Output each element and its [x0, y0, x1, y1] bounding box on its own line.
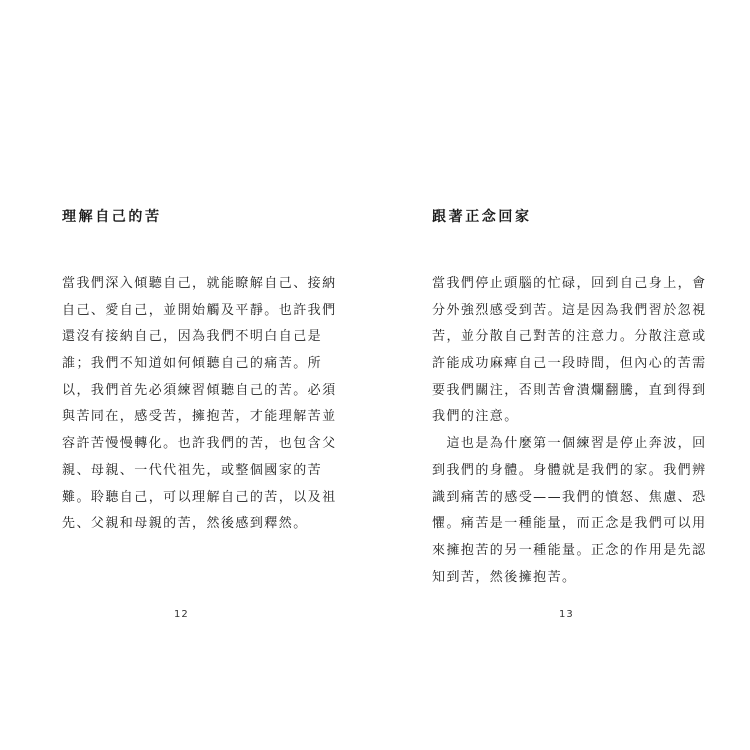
- text-line: 來擁抱苦的另一種能量。正念的作用是先認: [432, 542, 707, 558]
- text-line: 我們的注意。: [432, 409, 519, 425]
- text-line: 到我們的身體。身體就是我們的家。我們辨: [432, 462, 707, 478]
- text-line: 苦，並分散自己對苦的注意力。分散注意或: [432, 329, 707, 345]
- page-number: 13: [559, 609, 574, 620]
- text-line: 當我們停止頭腦的忙碌，回到自己身上，會: [432, 276, 707, 291]
- right-page: [375, 0, 750, 750]
- text-line: 許能成功麻痺自己一段時間，但內心的苦需: [432, 356, 707, 372]
- text-line: 要我們關注，否則苦會潰爛翻騰，直到得到: [432, 382, 707, 398]
- text-line: 先、父親和母親的苦，然後感到釋然。: [62, 516, 308, 532]
- text-line: 還沒有接納自己，因為我們不明白自己是: [62, 329, 323, 345]
- text-line: 知到苦，然後擁抱苦。: [432, 569, 577, 585]
- text-line: 懼。痛苦是一種能量，而正念是我們可以用: [432, 516, 707, 532]
- text-line: 以，我們首先必須練習傾聽自己的苦。必須: [62, 382, 337, 398]
- chapter-title: 跟著正念回家: [432, 209, 532, 225]
- text-line: 與苦同在，感受苦，擁抱苦，才能理解苦並: [62, 409, 337, 425]
- page-number: 12: [174, 609, 189, 620]
- body-text: [62, 271, 337, 538]
- text-line: 這也是為什麼第一個練習是停止奔波，回: [432, 436, 707, 452]
- text-line: 識到痛苦的感受——我們的憤怒、焦慮、恐: [432, 489, 707, 505]
- chapter-title: 理解自己的苦: [62, 209, 162, 225]
- text-line: 當我們深入傾聽自己，就能瞭解自己、接納: [62, 276, 337, 291]
- body-text: [432, 271, 707, 591]
- text-line: 難。聆聽自己，可以理解自己的苦，以及祖: [62, 489, 337, 505]
- text-line: 親、母親、一代代祖先，或整個國家的苦: [62, 462, 323, 478]
- text-line: 容許苦慢慢轉化。也許我們的苦，也包含父: [62, 436, 337, 452]
- text-line: 自己、愛自己，並開始觸及平靜。也許我們: [62, 302, 337, 318]
- text-line: 誰；我們不知道如何傾聽自己的痛苦。所: [62, 356, 323, 372]
- text-line: 分外強烈感受到苦。這是因為我們習於忽視: [432, 302, 707, 318]
